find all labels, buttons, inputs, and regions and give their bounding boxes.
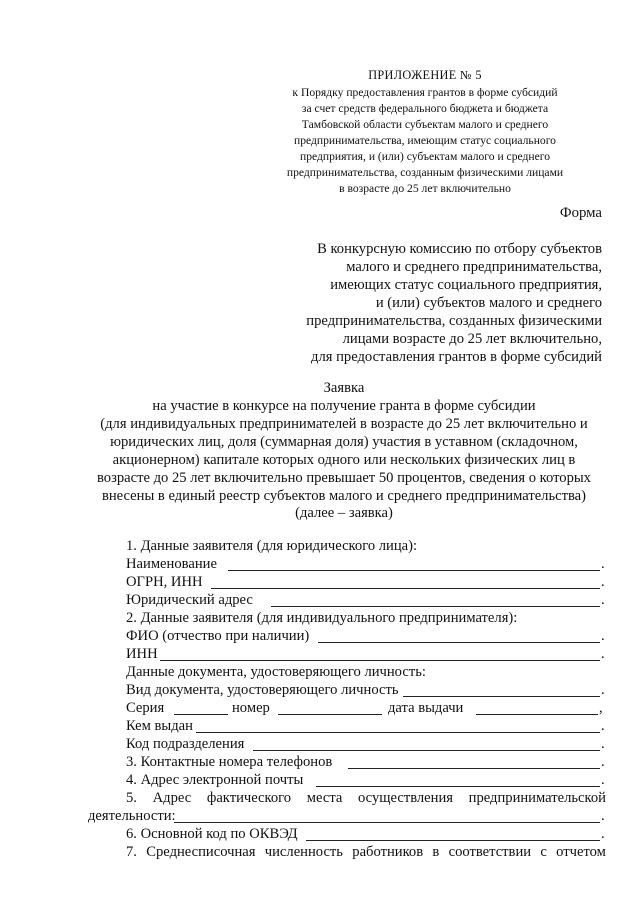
headcount-line <box>126 844 606 861</box>
application-line: юридических лиц, доля (суммарная доля) участия в уставном (складочном, <box>110 434 578 450</box>
okved-field[interactable] <box>306 840 600 841</box>
legal-address-row <box>126 592 606 610</box>
s7-word: численность <box>264 844 343 860</box>
line-period: . <box>601 826 605 842</box>
inn-row <box>126 646 606 664</box>
annex-line: за счет средств федерального бюджета и бюджета <box>301 102 549 115</box>
doc-type-label: Вид документа, удостоверяющего личность <box>126 682 399 698</box>
addressee-line: В конкурсную комиссию по отбору субъектов <box>317 241 602 257</box>
application-line: (для индивидуальных предпринимателей в возрасте до 25 лет включительно и <box>100 416 588 432</box>
annex-line: в возрасте до 25 лет включительно <box>339 182 511 195</box>
addressee-line: имеющих статус социального предприятия, <box>330 277 602 293</box>
actual-address-row <box>88 808 606 826</box>
phones-field[interactable] <box>348 768 600 769</box>
fio-label: ФИО (отчество при наличии) <box>126 628 310 644</box>
issued-by-row <box>126 718 606 736</box>
addressee-line: малого и среднего предпринимательства, <box>346 259 602 275</box>
line-period: . <box>601 556 605 572</box>
s5-word: фактического <box>206 790 292 806</box>
annex-line: предпринимательства, созданным физическими лицами <box>286 166 564 179</box>
line-period: . <box>601 772 605 788</box>
email-row <box>126 772 606 790</box>
line-period: . <box>601 808 605 824</box>
s7-word: Среднесписочная <box>146 844 256 860</box>
name-field[interactable] <box>228 570 600 571</box>
okved-row <box>126 826 606 844</box>
line-period: . <box>601 682 605 698</box>
fio-field[interactable] <box>318 642 600 643</box>
annex-line: к Порядку предоставления грантов в форме субсидий <box>292 86 558 99</box>
email-label: 4. Адрес электронной почты <box>126 772 304 788</box>
inn-field[interactable] <box>160 660 600 661</box>
issue-date-field[interactable] <box>476 714 598 715</box>
application-line: (далее – заявка) <box>295 505 393 521</box>
s5-word: 5. <box>126 790 137 806</box>
series-label: Серия <box>126 700 165 716</box>
annex-line: предпринимательства, имеющим статус социального <box>294 134 556 147</box>
okved-label: 6. Основной код по ОКВЭД <box>126 826 298 842</box>
name-label: Наименование <box>126 556 217 572</box>
addressee-line: предпринимательства, созданных физическими <box>306 313 602 329</box>
line-period: . <box>601 754 605 770</box>
ogrn-inn-field[interactable] <box>211 588 600 589</box>
dept-code-row <box>126 736 606 754</box>
application-line: акционерном) капитале которых одного или нескольких физических лиц в <box>112 452 576 468</box>
application-line: на участие в конкурсе на получение гранта в форме субсидии <box>152 398 536 414</box>
number-label: номер <box>232 700 270 716</box>
section-2-title: 2. Данные заявителя (для индивидуального предпринимателя): <box>126 610 518 626</box>
passport-row <box>126 700 606 718</box>
ogrn-row <box>126 574 606 592</box>
line-period: . <box>601 628 605 644</box>
id-document-title: Данные документа, удостоверяющего личность: <box>126 664 426 680</box>
issued-by-field[interactable] <box>196 732 600 733</box>
line-period: . <box>601 592 605 608</box>
line-period: . <box>601 718 605 734</box>
actual-address-field[interactable] <box>174 822 600 823</box>
addressee-line: для предоставления грантов в форме субсидий <box>311 349 602 365</box>
line-period: . <box>601 646 605 662</box>
s5-word: места <box>306 790 343 806</box>
s7-word: работников <box>352 844 424 860</box>
annex-title: ПРИЛОЖЕНИЕ № 5 <box>368 68 482 82</box>
line-comma: , <box>599 700 603 716</box>
doc-type-row <box>126 682 606 700</box>
application-line: возрасте до 25 лет включительно превышает 50 процентов, сведения о которых <box>97 470 591 486</box>
addressee-line: и (или) субъектов малого и среднего <box>375 295 602 311</box>
line-period: . <box>601 574 605 590</box>
s7-word: 7. <box>126 844 137 860</box>
phones-row <box>126 754 606 772</box>
dept-code-field[interactable] <box>253 750 600 751</box>
legal-address-field[interactable] <box>271 606 600 607</box>
s7-word: соответствии <box>448 844 532 860</box>
dept-code-label: Код подразделения <box>126 736 245 752</box>
application-line: внесены в единый реестр субъектов малого и среднего предпринимательства) <box>101 488 587 504</box>
line-period: . <box>601 736 605 752</box>
s5-word: осуществления <box>358 790 453 806</box>
legal-address-label: Юридический адрес <box>126 592 253 608</box>
s7-word: отчетом <box>556 844 606 860</box>
phones-label: 3. Контактные номера телефонов <box>126 754 333 770</box>
s5-word: предпринимательской <box>468 790 606 806</box>
annex-line: Тамбовской области субъектам малого и среднего <box>301 118 549 131</box>
inn-label: ИНН <box>126 646 158 662</box>
series-field[interactable] <box>174 714 228 715</box>
application-title: Заявка <box>323 380 365 396</box>
ogrn-label: ОГРН, ИНН <box>126 574 203 590</box>
addressee-line: лицами возрасте до 25 лет включительно, <box>342 331 602 347</box>
annex-line: предприятия, и (или) субъектам малого и среднего <box>299 150 550 163</box>
s5-word: Адрес <box>152 790 192 806</box>
fio-row <box>126 628 606 646</box>
s7-word: с <box>540 844 547 860</box>
s7-word: в <box>432 844 440 860</box>
email-field[interactable] <box>316 786 600 787</box>
name-row <box>126 556 606 574</box>
issued-by-label: Кем выдан <box>126 718 193 734</box>
number-field[interactable] <box>278 714 382 715</box>
section-1-title: 1. Данные заявителя (для юридического лица): <box>126 538 418 554</box>
doc-type-field[interactable] <box>403 696 600 697</box>
issue-date-label: дата выдачи <box>388 700 464 716</box>
actual-address-line <box>126 790 606 807</box>
form-label: Форма <box>559 205 602 221</box>
activity-label: деятельности: <box>88 808 176 824</box>
